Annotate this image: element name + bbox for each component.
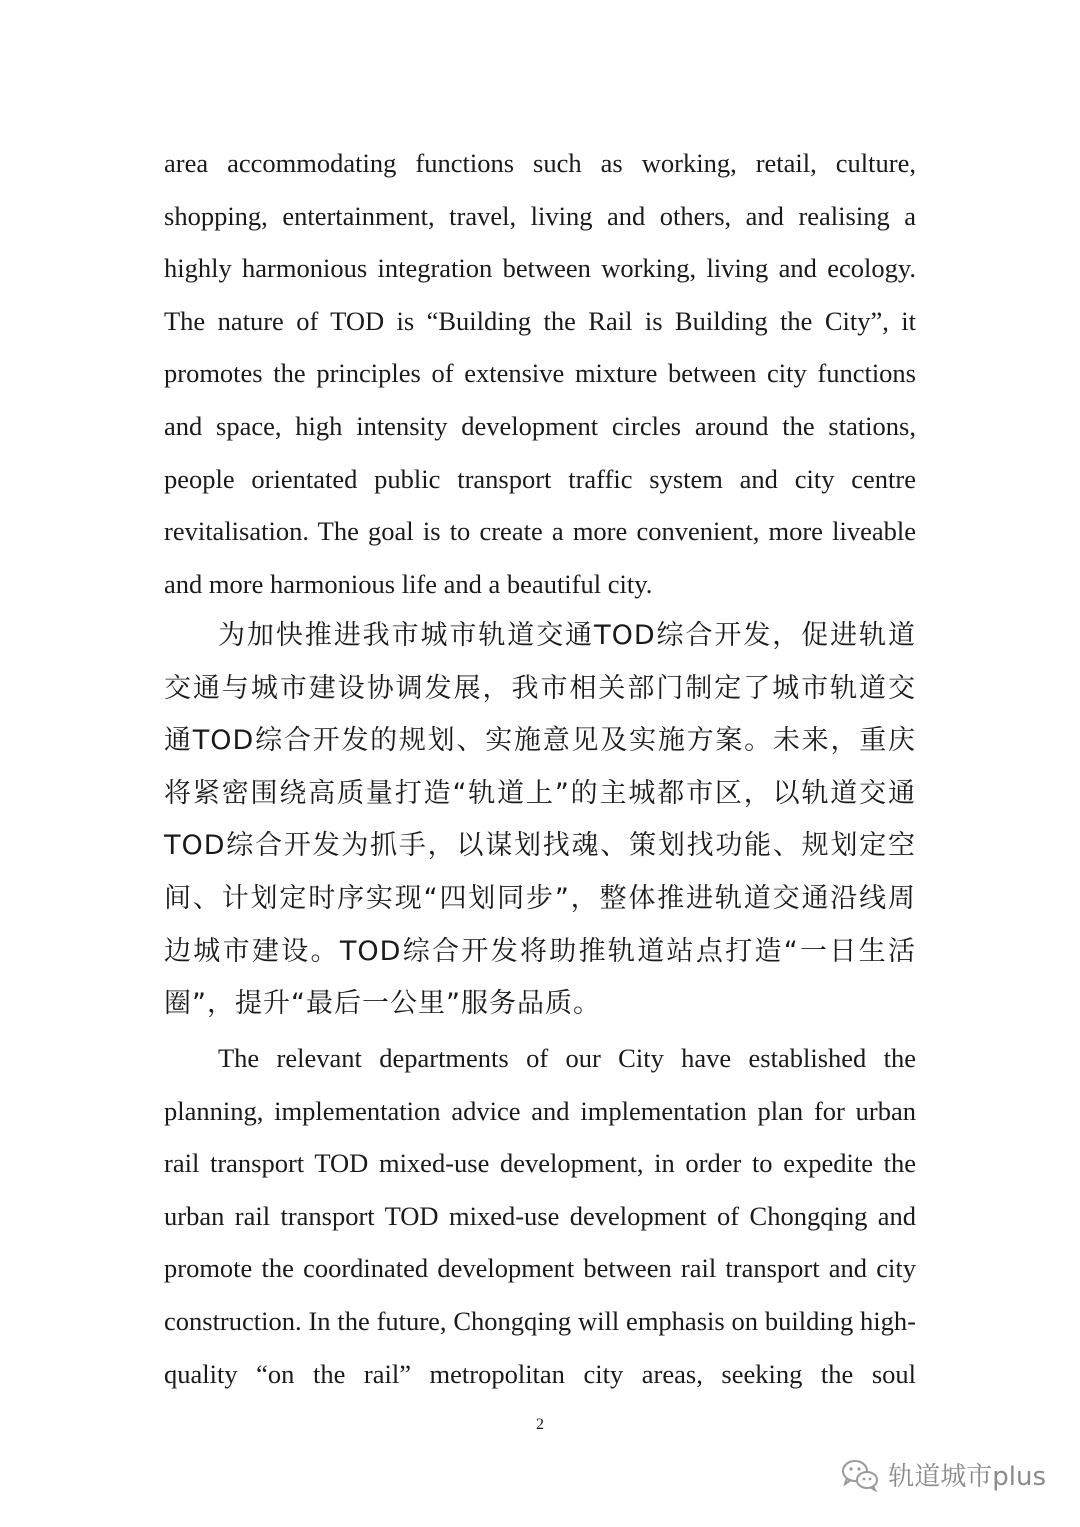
- watermark-text: 轨道城市plus: [888, 1462, 1046, 1492]
- watermark: [840, 1456, 1046, 1493]
- paragraph-english-2: The relevant departments of our City have established the planning, implementation advice and implementation plan for urban rail transport TOD mixed-use development, in order to expedite the urban rail transport TOD mixed-use development of Chongqing and promote the coordinated development between rail transport and city construction. In the future, Chongqing will emphasis on building high-quality “on the rail” metropolitan city areas, seeking the soul: [164, 1043, 916, 1389]
- paragraph-english-1: area accommodating functions such as working, retail, culture, shopping, entertainment, travel, living and others, and realising a highly harmonious integration between working, living and ecology. The nature of TOD is “Building the Rail is Building the City”, it promotes the principles of extensive mixture between city functions and space, high intensity development circles around the stations, people orientated public transport traffic system and city centre revitalisation. The goal is to create a more convenient, more liveable and more harmonious life and a beautiful city.: [164, 148, 916, 599]
- paragraph-chinese: 为加快推进我市城市轨道交通TOD综合开发，促进轨道交通与城市建设协调发展，我市相关部门制定了城市轨道交通TOD综合开发的规划、实施意见及实施方案。未来，重庆将紧密围绕高质量打造“轨道上”的主城都市区，以轨道交通TOD综合开发为抓手，以谋划找魂、策划找功能、规划定空间、计划定时序实现“四划同步”，整体推进轨道交通沿线周边城市建设。TOD综合开发将助推轨道站点打造“一日生活圈”，提升“最后一公里”服务品质。: [164, 620, 916, 1020]
- page-number: 2: [536, 1416, 544, 1433]
- wechat-icon: [840, 1458, 880, 1492]
